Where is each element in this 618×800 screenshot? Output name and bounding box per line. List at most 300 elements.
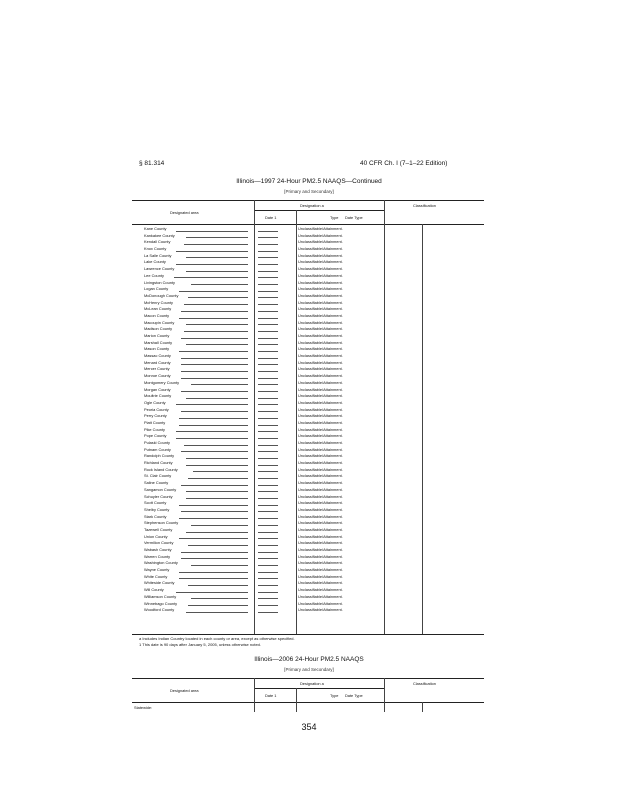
date-blank [258,605,278,606]
leader-line [179,572,248,573]
area-name: White County [144,573,168,579]
leader-line [179,505,248,506]
designation-type: Unclassifiable/Attainment. [298,567,343,573]
designation-type: Unclassifiable/Attainment. [298,292,343,298]
designation-type: Unclassifiable/Attainment. [298,593,343,599]
area-name: Lawrence County [144,266,175,272]
date-blank [258,324,278,325]
table-row [132,360,484,367]
leader-line [176,231,248,232]
table-row [132,560,484,567]
area-name: Saline County [144,480,169,486]
designation-type: Unclassifiable/Attainment. [298,547,343,552]
designation-type: Unclassifiable/Attainment. [298,353,343,359]
table-row [132,453,484,460]
leader-line [191,384,248,385]
leader-line [186,465,248,466]
leader-line [176,264,248,265]
designation-type: Unclassifiable/Attainment. [298,553,343,559]
date-blank [258,271,278,272]
t2-col-date: Date 1 [265,693,277,698]
date-blank [258,418,278,419]
col-classification: Classification [413,203,436,208]
area-name: Putnam County [144,446,171,452]
table-row [132,340,484,347]
designation-type: Unclassifiable/Attainment. [298,299,343,305]
table-row [132,333,484,340]
table-row [132,567,484,574]
designation-type: Unclassifiable/Attainment. [298,460,343,466]
table-row [132,286,484,293]
area-name: McHenry County [144,299,173,305]
designation-type: Unclassifiable/Attainment. [298,486,343,492]
date-blank [258,498,278,499]
t2-col-designation: Designation a [300,681,324,686]
leader-line [186,237,248,238]
leader-line [176,592,248,593]
col-designated-area: Designated area [170,210,199,215]
table-row [132,420,484,427]
area-name: Knox County [144,246,167,252]
designation-type: Unclassifiable/Attainment. [298,406,343,412]
leader-line [179,318,248,319]
area-name: Tazewell County [144,526,173,532]
date-blank [258,338,278,339]
leader-line [186,458,248,459]
designation-type: Unclassifiable/Attainment. [298,333,343,338]
designation-type: Unclassifiable/Attainment. [298,373,343,379]
leader-line [191,598,248,599]
table-row [132,601,484,608]
date-blank [258,251,278,252]
table-row [132,393,484,400]
cfr-edition: 40 CFR Ch. I (7–1–22 Edition) [360,160,448,167]
leader-line [176,438,248,439]
designation-type: Unclassifiable/Attainment. [298,266,343,272]
table-row [132,580,484,587]
area-name: Stark County [144,513,167,519]
table-row [132,520,484,527]
area-name: Kankakee County [144,232,175,238]
area-name: Wabash County [144,547,172,552]
table-row [132,587,484,594]
leader-line [188,585,248,586]
date-blank [258,398,278,399]
table-row [132,473,484,480]
date-blank [258,552,278,553]
leader-line [186,344,248,345]
date-blank [258,585,278,586]
date-blank [258,264,278,265]
table-row [132,547,484,554]
table-row [132,320,484,327]
date-blank [258,465,278,466]
leader-line [181,338,248,339]
leader-line [181,552,248,553]
area-name: Shelby County [144,506,170,512]
date-blank [258,378,278,379]
table1-subtitle: [Primary and Secondary] [284,189,334,194]
leader-line [181,378,248,379]
leader-line [181,411,248,412]
designation-type: Unclassifiable/Attainment. [298,366,343,372]
leader-line [186,324,248,325]
table-row [132,514,484,521]
date-blank [258,485,278,486]
date-blank [258,257,278,258]
area-name: Will County [144,587,164,593]
col-type: Type [330,215,339,220]
footnote-a: a Includes Indian Country located in each county or area, except as otherwise specified. [139,636,295,641]
table-row [132,326,484,333]
designation-type: Unclassifiable/Attainment. [298,440,343,445]
leader-line [186,398,248,399]
leader-line [179,518,248,519]
date-blank [258,351,278,352]
area-name: Randolph County [144,453,175,459]
area-name: Morgan County [144,386,171,392]
area-name: Macon County [144,312,170,318]
designation-type: Unclassifiable/Attainment. [298,600,343,606]
area-name: Vermilion County [144,540,174,546]
area-name: McLean County [144,306,172,312]
date-blank [258,284,278,285]
area-name: Warren County [144,553,171,559]
leader-line [184,445,248,446]
date-blank [258,598,278,599]
table2-col-divider-1 [254,678,255,712]
leader-line [184,304,248,305]
t2-col-classification: Classification [413,681,436,686]
table2-subheader-rule [254,688,384,689]
area-name: Winnebago County [144,600,178,606]
designation-type: Unclassifiable/Attainment. [298,560,343,566]
area-name: Peoria County [144,406,169,412]
leader-line [186,271,248,272]
area-name: Marion County [144,333,170,338]
date-blank [258,304,278,305]
leader-line [179,538,248,539]
table-row [132,280,484,287]
leader-line [181,311,248,312]
designation-type: Unclassifiable/Attainment. [298,513,343,519]
table-row [132,366,484,373]
designation-type: Unclassifiable/Attainment. [298,413,343,419]
t2-col-date-type: Date Type [345,693,363,698]
leader-line [179,351,248,352]
table-row [132,259,484,266]
area-name: Union County [144,533,168,539]
table-row [132,373,484,380]
area-name: La Salle County [144,252,172,258]
designation-type: Unclassifiable/Attainment. [298,453,343,459]
leader-line [181,371,248,372]
date-blank [258,445,278,446]
date-blank [258,518,278,519]
leader-line [181,391,248,392]
designation-type: Unclassifiable/Attainment. [298,246,343,252]
date-blank [258,358,278,359]
table-row [132,346,484,353]
table-row [132,427,484,434]
table-row [132,554,484,561]
table2-subtitle: [Primary and Secondary] [284,667,334,672]
designation-type: Unclassifiable/Attainment. [298,540,343,546]
date-blank [258,384,278,385]
date-blank [258,371,278,372]
date-blank [258,532,278,533]
table2-title: Illinois—2006 24-Hour PM2.5 NAAQS [254,656,364,663]
date-blank [258,491,278,492]
leader-line [181,358,248,359]
area-name: Menard County [144,359,171,365]
date-blank [258,291,278,292]
designation-type: Unclassifiable/Attainment. [298,506,343,512]
area-name: St. Clair County [144,473,172,479]
col-designation: Designation a [300,203,324,208]
table-row [132,540,484,547]
area-name: Schuyler County [144,493,173,499]
table-row [132,494,484,501]
designation-type: Unclassifiable/Attainment. [298,446,343,452]
leader-line [184,244,248,245]
table-row [132,607,484,614]
date-blank [258,231,278,232]
table-row [132,500,484,507]
leader-line [176,251,248,252]
leader-line [181,364,248,365]
area-name: Monroe County [144,373,171,379]
date-blank [258,344,278,345]
table2-header-rule [132,702,484,703]
table-row [132,413,484,420]
table-row [132,407,484,414]
table-row [132,574,484,581]
area-name: Lake County [144,259,166,265]
table-row [132,447,484,454]
date-blank [258,391,278,392]
table-row [132,527,484,534]
table-row [132,353,484,360]
area-name: Wayne County [144,567,170,573]
date-blank [258,404,278,405]
leader-line [191,565,248,566]
leader-line [186,257,248,258]
designation-type: Unclassifiable/Attainment. [298,339,343,345]
designation-type: Unclassifiable/Attainment. [298,232,343,238]
designation-type: Unclassifiable/Attainment. [298,226,343,231]
designation-type: Unclassifiable/Attainment. [298,379,343,385]
statewide-row: Statewide: [134,705,153,710]
area-name: Scott County [144,500,167,506]
designation-type: Unclassifiable/Attainment. [298,533,343,539]
area-name: Piatt County [144,419,166,425]
date-blank [258,511,278,512]
date-blank [258,478,278,479]
designation-type: Unclassifiable/Attainment. [298,500,343,506]
area-name: Sangamon County [144,486,177,492]
area-name: Pike County [144,426,165,432]
table-row [132,306,484,313]
designation-type: Unclassifiable/Attainment. [298,359,343,365]
designation-type: Unclassifiable/Attainment. [298,306,343,312]
footnote-1: 1 This date is 90 days after January 5, 2005, unless otherwise noted. [139,642,261,647]
leader-line [179,578,248,579]
designation-type: Unclassifiable/Attainment. [298,580,343,586]
date-blank [258,364,278,365]
area-name: Ogle County [144,399,166,405]
table-row [132,480,484,487]
designation-type: Unclassifiable/Attainment. [298,573,343,579]
designation-type: Unclassifiable/Attainment. [298,252,343,258]
leader-line [188,545,248,546]
table-row [132,300,484,307]
leader-line [184,331,248,332]
table-row [132,387,484,394]
designation-type: Unclassifiable/Attainment. [298,399,343,405]
leader-line [176,431,248,432]
area-name: Moultrie County [144,393,172,399]
date-blank [258,545,278,546]
table-row [132,239,484,246]
date-blank [258,538,278,539]
leader-line [191,284,248,285]
designation-type: Unclassifiable/Attainment. [298,480,343,486]
table-row [132,293,484,300]
designation-type: Unclassifiable/Attainment. [298,312,343,318]
leader-line [186,498,248,499]
area-name: Macoupin County [144,319,175,325]
leader-line [181,511,248,512]
area-name: Mason County [144,346,170,352]
date-blank [258,237,278,238]
table-row [132,246,484,253]
table-row [132,253,484,260]
date-blank [258,438,278,439]
designation-type: Unclassifiable/Attainment. [298,426,343,432]
designation-type: Unclassifiable/Attainment. [298,346,343,352]
area-name: Livingston County [144,279,175,285]
table1-title: Illinois—1997 24-Hour PM2.5 NAAQS—Continued [236,178,382,185]
date-blank [258,565,278,566]
table1-top-rule [132,200,484,201]
area-name: Marshall County [144,339,173,345]
leader-line [188,605,248,606]
date-blank [258,578,278,579]
table-row [132,433,484,440]
area-name: Woodford County [144,607,175,613]
leader-line [176,404,248,405]
designation-type: Unclassifiable/Attainment. [298,393,343,399]
date-blank [258,425,278,426]
area-name: Williamson County [144,593,177,599]
table1-subheader-rule [254,210,384,211]
area-name: Pulaski County [144,440,170,445]
col-date: Date 1 [265,215,277,220]
leader-line [193,471,248,472]
area-name: Montgomery County [144,379,180,385]
area-name: Perry County [144,413,167,419]
designation-type: Unclassifiable/Attainment. [298,466,343,472]
area-name: Stephenson County [144,520,179,526]
table1-bottom-rule [132,634,484,635]
date-blank [258,297,278,298]
designation-type: Unclassifiable/Attainment. [298,433,343,439]
table-row [132,380,484,387]
designation-type: Unclassifiable/Attainment. [298,587,343,593]
table-row [132,440,484,447]
leader-line [186,532,248,533]
table-row [132,233,484,240]
table-row [132,594,484,601]
area-name: Pope County [144,433,167,439]
date-blank [258,318,278,319]
table-row [132,273,484,280]
area-name: McDonough County [144,292,179,298]
table-row [132,400,484,407]
table2-col-divider-2 [296,688,297,712]
designation-type: Unclassifiable/Attainment. [298,419,343,425]
table2-col-divider-3 [384,678,385,712]
table1-header-rule [132,224,484,225]
designation-type: Unclassifiable/Attainment. [298,239,343,245]
area-name: Washington County [144,560,178,566]
designation-type: Unclassifiable/Attainment. [298,520,343,526]
designation-type: Unclassifiable/Attainment. [298,493,343,499]
leader-line [181,485,248,486]
leader-line [181,558,248,559]
leader-line [179,425,248,426]
page-number: 354 [301,722,317,732]
table-row [132,460,484,467]
designation-type: Unclassifiable/Attainment. [298,319,343,325]
leader-line [179,418,248,419]
date-blank [258,451,278,452]
area-name: Madison County [144,326,173,332]
col-date-type: Date Type [345,215,363,220]
designation-type: Unclassifiable/Attainment. [298,259,343,265]
designation-type: Unclassifiable/Attainment. [298,526,343,532]
area-name: Logan County [144,286,169,292]
date-blank [258,458,278,459]
table-row [132,467,484,474]
table2-top-rule [132,678,484,679]
area-name: Kendall County [144,239,171,245]
leader-line [188,478,248,479]
date-blank [258,331,278,332]
table1-body [132,226,484,614]
designation-type: Unclassifiable/Attainment. [298,326,343,332]
date-blank [258,558,278,559]
area-name: Lee County [144,272,164,278]
date-blank [258,592,278,593]
area-name: Rock Island County [144,466,178,472]
table-row [132,313,484,320]
date-blank [258,505,278,506]
designation-type: Unclassifiable/Attainment. [298,272,343,278]
designation-type: Unclassifiable/Attainment. [298,386,343,392]
area-name: Massac County [144,353,171,359]
date-blank [258,244,278,245]
table-row [132,226,484,233]
date-blank [258,431,278,432]
leader-line [188,297,248,298]
leader-line [179,291,248,292]
leader-line [174,277,248,278]
t2-col-designated-area: Designated area [170,688,199,693]
table-row [132,534,484,541]
date-blank [258,411,278,412]
